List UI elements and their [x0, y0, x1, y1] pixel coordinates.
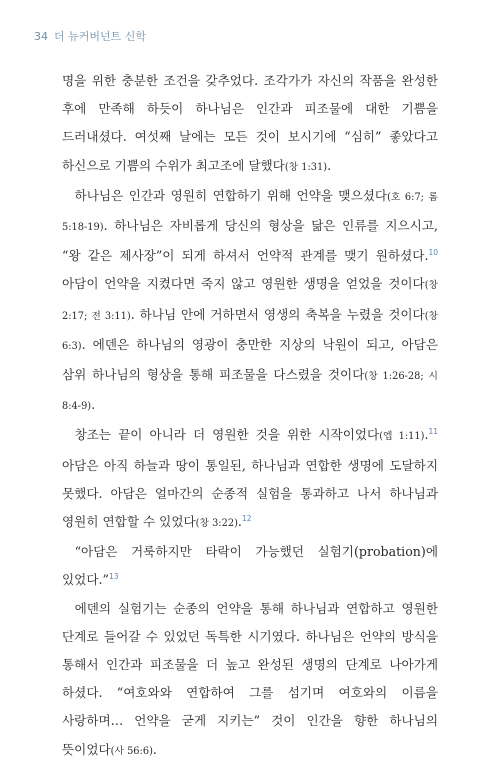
- paragraph-text: .: [327, 157, 332, 173]
- paragraph: [62, 595, 438, 766]
- footnote-marker: 10: [428, 248, 438, 258]
- running-header: [34, 28, 146, 44]
- paragraph-text: 아담은 아직 하늘과 땅이 통일된, 하나님과 연합한 생명에 도달하지 못했다. 아담은 얼마간의 순종적 실험을 통과하고 나서 하나님과 영원히 연합할 수 있었다: [62, 457, 438, 530]
- page-number: 34: [34, 30, 48, 43]
- scripture-reference: (엡 1:11): [379, 431, 425, 443]
- paragraph-text: 에덴의 실험기는 순종의 언약을 통해 하나님과 연합하고 영원한 단계로 들어갈 수 있었던 독특한 시기였다. 하나님은 언약의 방식을 통해서 인간과 피조물을 더 높고 완성된 생명의 단계로 나아가게 하셨다. “여호와와 연합하여 그를 섬기며 여호와의 이름을 사랑하며… 언약을 굳게 지키는” 것이 인간을 향한 하나님의 뜻이었다: [62, 600, 438, 757]
- paragraph-text: 아담이 언약을 지켰다면 죽지 않고 영원한 생명을 얻었을 것이다: [62, 276, 425, 292]
- footnote-marker: 13: [108, 572, 119, 582]
- scripture-reference: (호 6:7; 롬 5:18-19): [62, 191, 439, 234]
- paragraph: [62, 67, 438, 182]
- scripture-reference: (사 56:6): [110, 745, 153, 757]
- paragraph-text: .: [152, 741, 157, 757]
- paragraph-text: .: [91, 397, 96, 413]
- paragraph: [62, 421, 438, 538]
- paragraph: [62, 182, 438, 422]
- paragraph-text: .: [424, 427, 429, 443]
- scripture-reference: (창 6:3): [62, 310, 438, 352]
- paragraph-text: . 하나님 안에 거하면서 영생의 축복을 누렸을 것이다: [130, 306, 425, 322]
- paragraph: [62, 538, 438, 594]
- paragraph-text: . 하나님은 자비롭게 당신의 형상을 닮은 인류를 지으시고, “왕 같은 제사장”이 되게 하셔서 언약적 관계를 맺기 원하셨다.: [62, 218, 438, 264]
- book-title: 더 뉴커버넌트 신학: [54, 30, 147, 43]
- footnote-marker: 11: [428, 427, 439, 437]
- scripture-reference: (창 1:26-28; 시 8:4-9): [62, 371, 438, 413]
- paragraph-text: .: [237, 514, 242, 530]
- body-text: [62, 67, 438, 766]
- paragraph-text: 명을 위한 충분한 조건을 갖추었다. 조각가가 자신의 작품을 완성한 후에 만족해 하듯이 하나님은 인간과 피조물에 대한 기쁨을 드러내셨다. 여섯째 날에는 모든 것이 보시기에 “심히” 좋았다고 하신으로 기쁨의 수위가 최고조에 달했다: [62, 73, 438, 173]
- scripture-reference: (창 2:17; 전 3:11): [62, 280, 438, 322]
- paragraph-text: 하나님은 인간과 영원히 연합하기 위해 언약을 맺으셨다: [74, 187, 388, 203]
- scripture-reference: (창 3:22): [195, 518, 238, 530]
- footnote-marker: 12: [241, 514, 252, 524]
- paragraph-text: . 에덴은 하나님의 영광이 충만한 지상의 낙원이 되고, 아담은 삼위 하나님의 형상을 통해 피조물을 다스렸을 것이다: [62, 336, 438, 383]
- paragraph-text: 창조는 끝이 아니라 더 영원한 것을 위한 시작이었다: [74, 427, 380, 443]
- paragraph-text: “아담은 거룩하지만 타락이 가능했던 실험기(probation)에 있었다.”: [62, 544, 438, 588]
- scripture-reference: (창 1:31): [284, 161, 328, 173]
